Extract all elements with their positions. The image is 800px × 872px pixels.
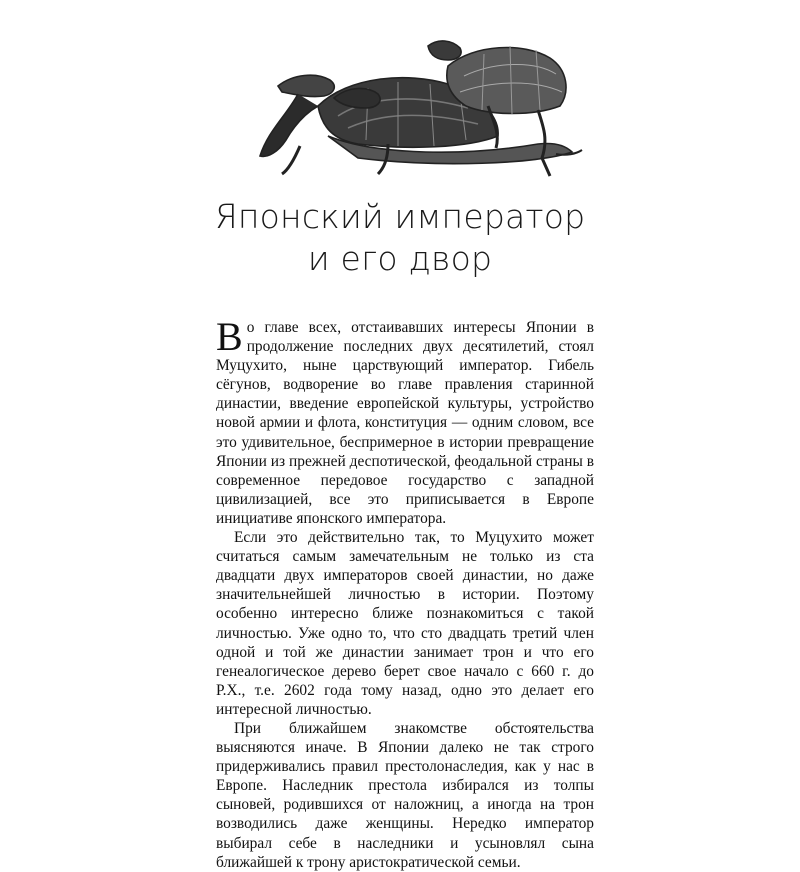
drop-cap: В xyxy=(216,314,243,359)
chapter-title-line2: и его двор xyxy=(307,239,493,278)
chapter-title xyxy=(150,196,650,280)
paragraph-2: Если это действительно так, то Муцухито может считаться самым замечательным не только из ста двадцати двух императоров своей династии, но даже значительнейшей личностью в истории. Поэтому особенно интересно ближе познакомиться с такой личностью. Уже одно то, что сто двадцать третий член одной и той же династии занимает трон и что его генеалогическое дерево берет свое начало с 660 г. до Р.Х., т.е. 2602 года тому назад, одно это делает его интересной личностью. xyxy=(216,529,594,718)
chapter-title-line1: Японский император xyxy=(214,197,586,236)
chapter-body xyxy=(216,314,594,872)
paragraph-3: При ближайшем знакомстве обстоятельства выясняются иначе. В Японии далеко не так строго придерживались правил престолонаследия, как у нас в Европе. Наследник престола избирался из толпы сыновей, родившихся от наложниц, а иногда на трон возводились даже женщины. Нередко император выбирал себе в наследники и усыновлял сына ближайшей к трону аристократической семьи. xyxy=(216,719,594,871)
paragraph-1 xyxy=(216,314,594,528)
paragraph-1-text: о главе всех, отстаивавших интересы Японии в продолжение последних двух десятилетий, стоял Муцухито, ныне царствующий император. Гибель сёгунов, водворение во главе правления старинной династии, введение европейской культуры, устройство новой армии и флота, конституция — одним словом, все это удивительное, беспримерное в истории превращение Японии из прежней деспотической, феодальной страны в современное передовое государство с западной цивилизацией, все это приписывается в Европе инициативе японского императора. xyxy=(216,319,594,527)
turtles-engraving-icon xyxy=(238,36,584,186)
